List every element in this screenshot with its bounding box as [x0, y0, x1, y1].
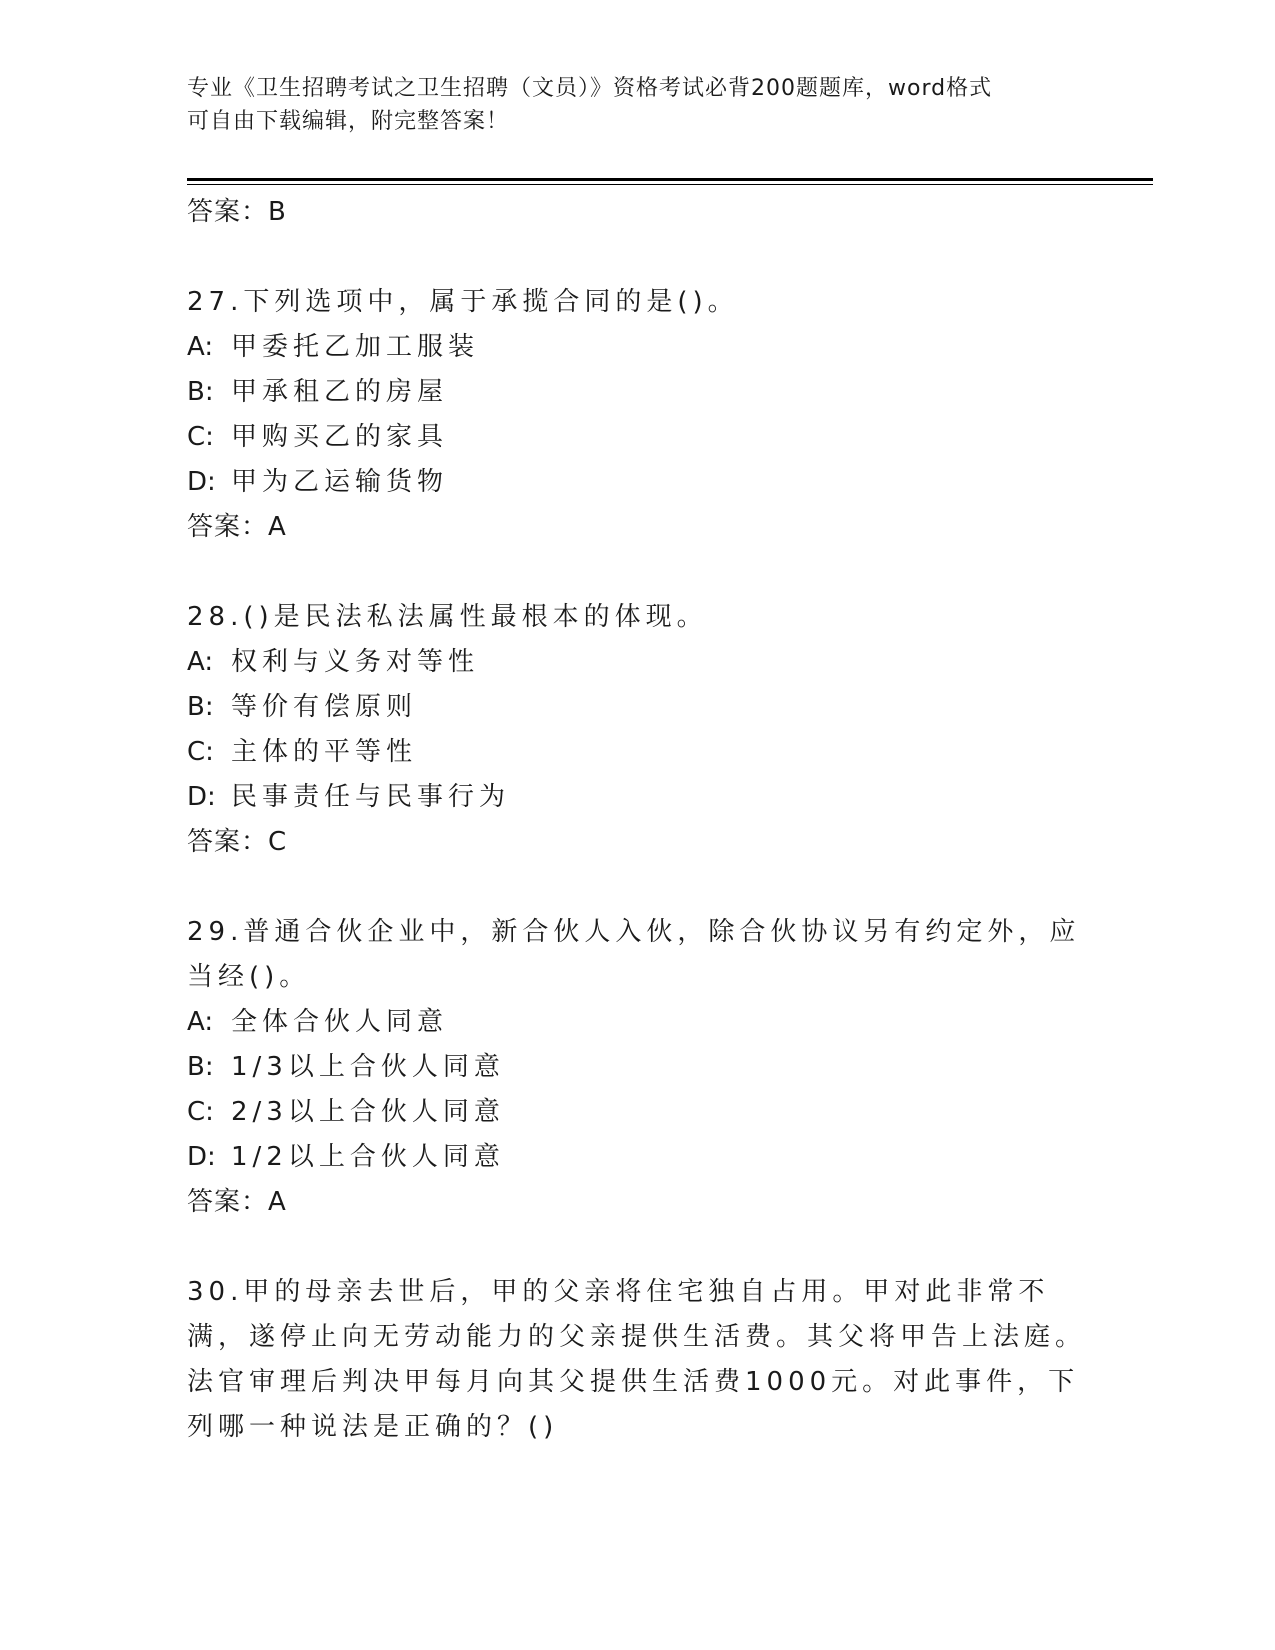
option-text: 2/3以上合伙人同意: [231, 1097, 505, 1127]
question-item: [187, 1270, 1087, 1450]
option-b: [187, 370, 1087, 415]
option-text: 1/3以上合伙人同意: [231, 1052, 505, 1082]
option-a: [187, 1000, 1087, 1045]
header-divider-thin: [187, 184, 1153, 185]
option-text: 民事责任与民事行为: [231, 782, 511, 812]
option-text: 1/2以上合伙人同意: [231, 1142, 505, 1172]
option-d: [187, 775, 1087, 820]
option-c: [187, 415, 1087, 460]
option-c: [187, 1090, 1087, 1135]
question-list: [187, 190, 1087, 1450]
option-letter: A:: [187, 647, 214, 677]
answer-label: 答案：C: [187, 827, 288, 857]
document-header: [187, 72, 1087, 138]
answer-label: 答案：B: [187, 197, 287, 227]
option-text: 甲购买乙的家具: [231, 422, 449, 452]
question-stem: 28.()是民法私法属性最根本的体现。: [187, 602, 708, 632]
question-stem: 27.下列选项中，属于承揽合同的是()。: [187, 287, 739, 317]
option-letter: B:: [187, 377, 214, 407]
option-d: [187, 460, 1087, 505]
option-letter: D:: [187, 1142, 216, 1172]
question-item: [187, 595, 1087, 864]
option-letter: A:: [187, 332, 214, 362]
option-text: 全体合伙人同意: [231, 1007, 449, 1037]
option-letter: D:: [187, 467, 216, 497]
header-title-line-1: 专业《卫生招聘考试之卫生招聘（文员）》资格考试必背200题题库，word格式: [187, 76, 993, 101]
question-stem: 29.普通合伙企业中，新合伙人入伙，除合伙协议另有约定外，应当经()。: [187, 917, 1081, 992]
header-divider-thick: [187, 178, 1153, 181]
option-letter: C:: [187, 1097, 214, 1127]
option-b: [187, 1045, 1087, 1090]
option-text: 等价有偿原则: [231, 692, 418, 722]
option-text: 甲为乙运输货物: [231, 467, 449, 497]
question-item: [187, 280, 1087, 549]
option-text: 甲委托乙加工服装: [231, 332, 480, 362]
option-letter: B:: [187, 1052, 214, 1082]
option-letter: B:: [187, 692, 214, 722]
option-b: [187, 685, 1087, 730]
answer-label: 答案：A: [187, 1187, 287, 1217]
option-letter: C:: [187, 737, 214, 767]
option-a: [187, 325, 1087, 370]
option-letter: A:: [187, 1007, 214, 1037]
question-item: [187, 910, 1087, 1224]
answer-label: 答案：A: [187, 512, 287, 542]
question-stem: 30.甲的母亲去世后，甲的父亲将住宅独自占用。甲对此非常不满，遂停止向无劳动能力的父亲提供生活费。其父将甲告上法庭。法官审理后判决甲每月向其父提供生活费1000元。对此事件，下列哪一种说法是正确的？(): [187, 1277, 1087, 1442]
option-d: [187, 1135, 1087, 1180]
option-c: [187, 730, 1087, 775]
option-letter: D:: [187, 782, 216, 812]
option-letter: C:: [187, 422, 214, 452]
option-text: 权利与义务对等性: [231, 647, 480, 677]
option-text: 主体的平等性: [231, 737, 418, 767]
option-a: [187, 640, 1087, 685]
header-title-line-2: 可自由下载编辑，附完整答案！: [187, 109, 510, 134]
option-text: 甲承租乙的房屋: [231, 377, 449, 407]
